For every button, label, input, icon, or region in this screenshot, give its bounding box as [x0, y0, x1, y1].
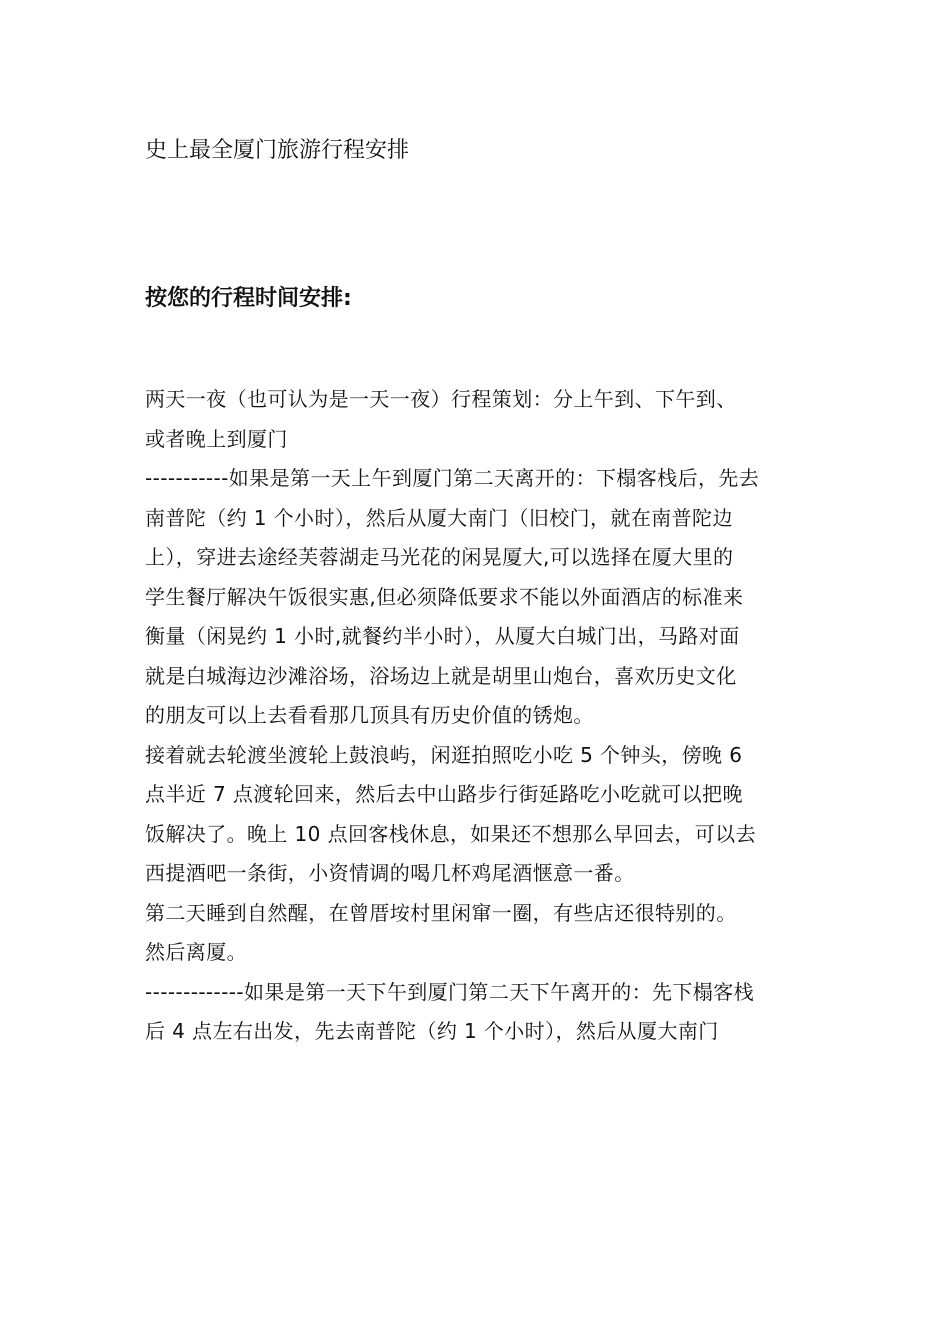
body-line: -----------如果是第一天上午到厦门第二天离开的：下榻客栈后，先去 — [145, 466, 760, 490]
body-line: 然后离厦。 — [145, 940, 247, 964]
body-line: 后 4 点左右出发，先去南普陀（约 1 个小时），然后从厦大南门 — [145, 1019, 719, 1043]
body-line: 或者晚上到厦门 — [145, 426, 288, 451]
body-line: 饭解决了。晚上 10 点回客栈休息，如果还不想那么早回去，可以去 — [145, 821, 756, 846]
body-line: 两天一夜（也可认为是一天一夜）行程策划：分上午到、下午到、 — [145, 387, 737, 411]
body-line: 第二天睡到自然醒，在曾厝垵村里闲窜一圈，有些店还很特别的。 — [145, 900, 737, 925]
section-heading: 按您的行程时间安排: — [145, 286, 352, 311]
body-line: 学生餐厅解决午饭很实惠,但必须降低要求不能以外面酒店的标准来 — [145, 584, 744, 609]
body-line: 接着就去轮渡坐渡轮上鼓浪屿，闲逛拍照吃小吃 5 个钟头，傍晚 6 — [145, 742, 743, 767]
body-line: 西提酒吧一条街，小资情调的喝几杯鸡尾酒惬意一番。 — [145, 861, 635, 885]
body-line: 衡量（闲晃约 1 小时,就餐约半小时），从厦大白城门出，马路对面 — [145, 624, 740, 648]
body-line: 点半近 7 点渡轮回来，然后去中山路步行街延路吃小吃就可以把晚 — [145, 782, 743, 806]
document-body — [145, 380, 810, 1052]
body-line: 南普陀（约 1 个小时），然后从厦大南门（旧校门，就在南普陀边 — [145, 505, 733, 530]
body-line: -------------如果是第一天下午到厦门第二天下午离开的：先下榻客栈 — [145, 979, 755, 1004]
body-line: 就是白城海边沙滩浴场，浴场边上就是胡里山炮台，喜欢历史文化 — [145, 663, 737, 688]
document-title: 史上最全厦门旅游行程安排 — [145, 138, 410, 163]
body-line: 上），穿进去途经芙蓉湖走马光花的闲晃厦大,可以选择在厦大里的 — [145, 545, 734, 569]
body-line: 的朋友可以上去看看那几顶具有历史价值的锈炮。 — [145, 703, 594, 727]
